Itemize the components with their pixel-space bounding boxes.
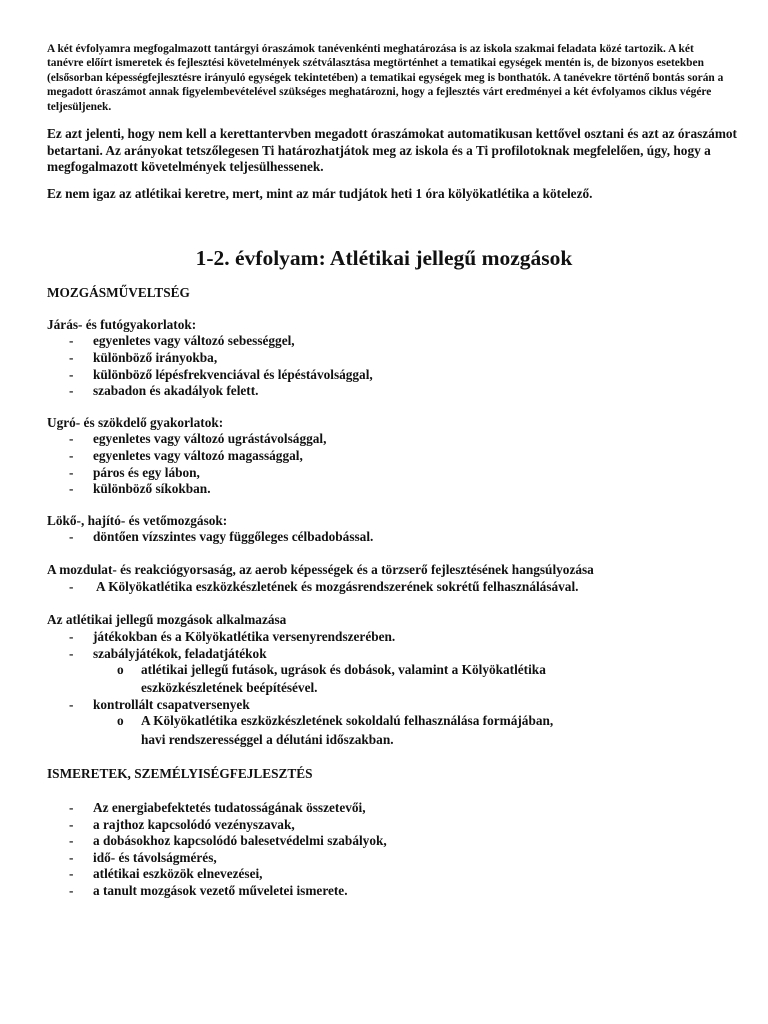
list-item: a tanult mozgások vezető műveletei ismerete. [93, 883, 348, 898]
sublist-item-line: A Kölyökatlétika eszközkészletének sokoldalú felhasználása formájában, [141, 713, 554, 728]
list-bullet: - [69, 481, 74, 496]
list-bullet: - [69, 383, 74, 398]
group-label-alkalmazas: Az atlétikai jellegű mozgások alkalmazása [47, 612, 287, 627]
list-bullet: - [69, 817, 74, 832]
list-bullet: - [69, 883, 74, 898]
list-item: szabályjátékok, feladatjátékok [93, 646, 267, 661]
section-heading-mozgasmuveltseg: MOZGÁSMŰVELTSÉG [47, 285, 190, 300]
list-bullet: - [69, 866, 74, 881]
list-item: különböző irányokba, [93, 350, 218, 365]
page-title: 1-2. évfolyam: Atlétikai jellegű mozgások [195, 246, 573, 270]
list-bullet: - [69, 646, 74, 661]
list-item: atlétikai eszközök elnevezései, [93, 866, 263, 881]
list-bullet: - [69, 529, 74, 544]
list-bullet: - [69, 850, 74, 865]
sublist-item-line: atlétikai jellegű futások, ugrások és dobások, valamint a Kölyökatlétika [141, 662, 546, 677]
list-bullet: - [69, 833, 74, 848]
list-item: játékokban és a Kölyökatlétika versenyrendszerében. [93, 629, 396, 644]
section-heading-ismeretek: ISMERETEK, SZEMÉLYISÉGFEJLESZTÉS [47, 766, 313, 781]
group-label-mozdulat: A mozdulat- és reakciógyorsaság, az aerob képességek és a törzserő fejlesztésének hangsúlyozása [47, 562, 594, 577]
list-item: kontrollált csapatversenyek [93, 697, 250, 712]
group-label-ugro: Ugró- és szökdelő gyakorlatok: [47, 415, 224, 430]
list-bullet: - [69, 629, 74, 644]
list-bullet: - [69, 579, 74, 594]
list-item: szabadon és akadályok felett. [93, 383, 259, 398]
intro-paragraph-1: A két évfolyamra megfogalmazott tantárgyi óraszámok tanévenkénti meghatározása is az iskola szakmai feladata közé tartozik. A két tanévre előírt ismeretek és fejlesztési követelmények szétválasztása megtörténhet a tematikai egységek mentén is, de bizonyos esetekben (elsősorban képességfejlesztésre irányuló egységek tekintetében) a tematikai egységek meg is bonthatók. A tanévekre történő bontás során a megadott óraszámot annak figyelembevételével szükséges meghatározni, hogy a fejlesztés várt eredményei a két évfolyamos ciklus végére teljesüljenek. [47, 43, 724, 113]
list-item: egyenletes vagy változó magassággal, [93, 448, 303, 463]
sublist-bullet: o [117, 713, 124, 728]
list-bullet: - [69, 697, 74, 712]
intro-paragraph-2: Ez azt jelenti, hogy nem kell a kerettantervben megadott óraszámokat automatikusan kettővel osztani és azt az óraszámot betartani. Az arányokat tetszőlegesen Ti határozhatjátok meg az iskola és a Ti profilotoknak megfelelően, úgy, hogy a megfogalmazott követelmények teljesülhessenek. [47, 126, 737, 175]
sublist-item-line: havi rendszerességgel a délutáni időszakban. [141, 732, 394, 747]
list-item: a rajthoz kapcsolódó vezényszavak, [93, 817, 295, 832]
sublist-item-line: eszközkészletének beépítésével. [141, 680, 318, 695]
list-bullet: - [69, 431, 74, 446]
list-bullet: - [69, 333, 74, 348]
list-item: A Kölyökatlétika eszközkészletének és mozgásrendszerének sokrétű felhasználásával. [96, 579, 579, 594]
sublist-bullet: o [117, 662, 124, 677]
list-item: páros és egy lábon, [93, 465, 200, 480]
list-bullet: - [69, 800, 74, 815]
list-bullet: - [69, 448, 74, 463]
intro-paragraph-3: Ez nem igaz az atlétikai keretre, mert, mint az már tudjátok heti 1 óra kölyökatlétika a kötelező. [47, 186, 593, 201]
group-label-jaras: Járás- és futógyakorlatok: [47, 317, 197, 332]
list-item: különböző lépésfrekvenciával és lépéstávolsággal, [93, 367, 373, 382]
list-item: különböző síkokban. [93, 481, 211, 496]
list-item: a dobásokhoz kapcsolódó balesetvédelmi szabályok, [93, 833, 387, 848]
list-bullet: - [69, 350, 74, 365]
list-item: döntően vízszintes vagy függőleges célbadobással. [93, 529, 374, 544]
list-item: idő- és távolságmérés, [93, 850, 217, 865]
list-bullet: - [69, 465, 74, 480]
list-item: egyenletes vagy változó sebességgel, [93, 333, 295, 348]
list-bullet: - [69, 367, 74, 382]
list-item: Az energiabefektetés tudatosságának összetevői, [93, 800, 366, 815]
group-label-loko: Lökő-, hajító- és vetőmozgások: [47, 513, 228, 528]
list-item: egyenletes vagy változó ugrástávolsággal, [93, 431, 327, 446]
